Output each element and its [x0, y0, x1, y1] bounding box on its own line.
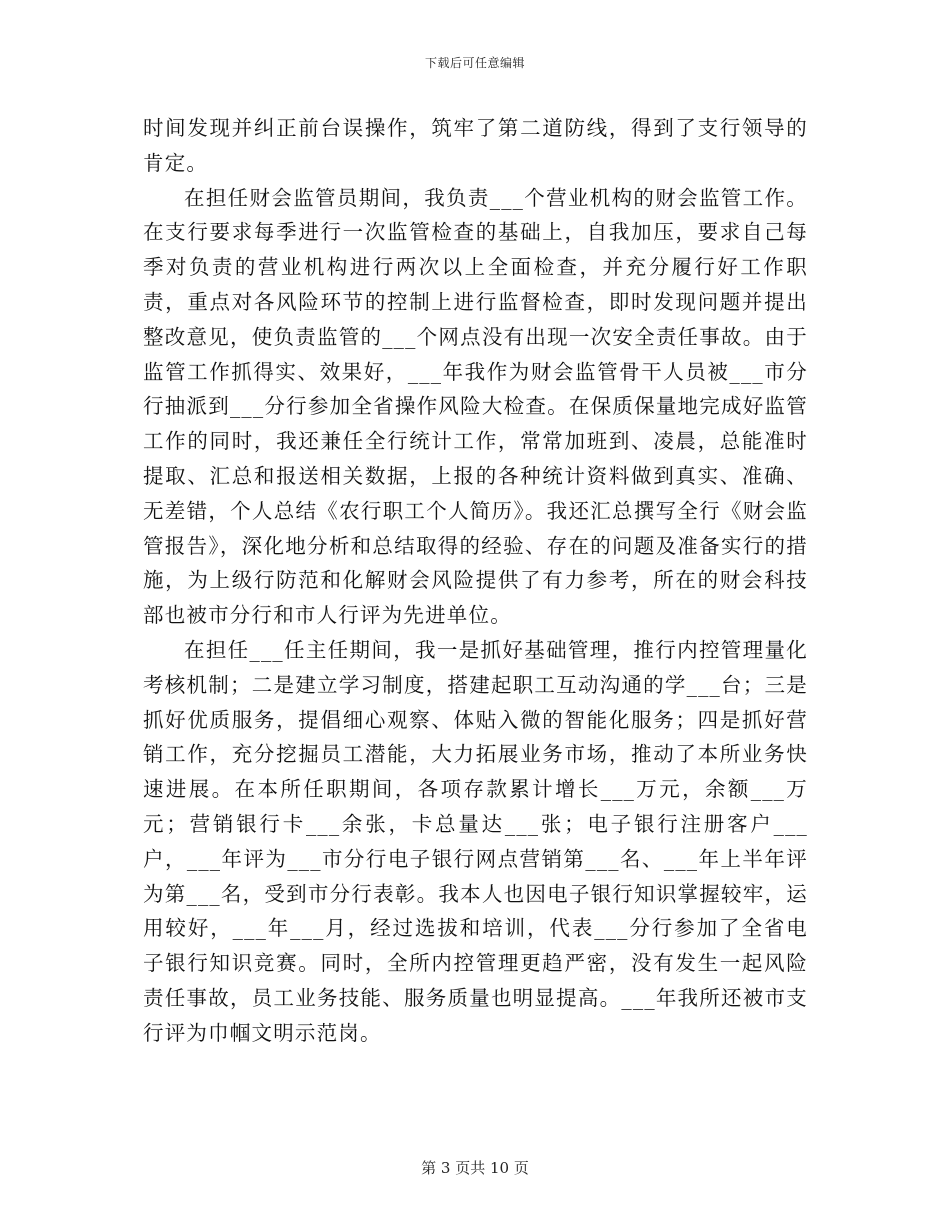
- paragraph-continuation: 时间发现并纠正前台误操作，筑牢了第二道防线，得到了支行领导的肯定。: [143, 116, 808, 175]
- paragraph-branch-director: 在担任___任主任期间，我一是抓好基础管理，推行内控管理量化考核机制；二是建立学习制度，搭建起职工互动沟通的学___台；三是抓好优质服务，提倡细心观察、体贴入微的智能化服务；四是抓好营销工作，充分挖掘员工潜能，大力拓展业务市场，推动了本所业务快速进展。在本所任职期间，各项存款累计增长___万元，余额___万元；营销银行卡___余张，卡总量达___张；电子银行注册客户___户，___年评为___市分行电子银行网点营销第___名、___年上半年评为第___名，受到市分行表彰。我本人也因电子银行知识掌握较牢，运用较好，___年___月，经过选拔和培训，代表___分行参加了全省电子银行知识竞赛。同时，全所内控管理更趋严密，没有发生一起风险责任事故，员工业务技能、服务质量也明显提高。___年我所还被市支行评为巾帼文明示范岗。: [143, 637, 808, 1045]
- document-body: [143, 111, 808, 1051]
- page-number: 第 3 页共 10 页: [421, 1159, 529, 1177]
- paragraph-audit-supervisor: 在担任财会监管员期间，我负责___个营业机构的财会监管工作。在支行要求每季进行一次监管检查的基础上，自我加压，要求自己每季对负责的营业机构进行两次以上全面检查，并充分履行好工作职责，重点对各风险环节的控制上进行监督检查，即时发现问题并提出整改意见，使负责监管的___个网点没有出现一次安全责任事故。由于监管工作抓得实、效果好，___年我作为财会监管骨干人员被___市分行抽派到___分行参加全省操作风险大检查。在保质保量地完成好监管工作的同时，我还兼任全行统计工作，常常加班到、凌晨，总能准时提取、汇总和报送相关数据，上报的各种统计资料做到真实、准确、无差错，个人总结《农行职工个人简历》。我还汇总撰写全行《财会监管报告》，深化地分析和总结取得的经验、存在的问题及准备实行的措施，为上级行防范和化解财会风险提供了有力参考，所在的财会科技部也被市分行和市人行评为先进单位。: [143, 185, 808, 628]
- page-header: 下载后可任意编辑: [424, 56, 525, 70]
